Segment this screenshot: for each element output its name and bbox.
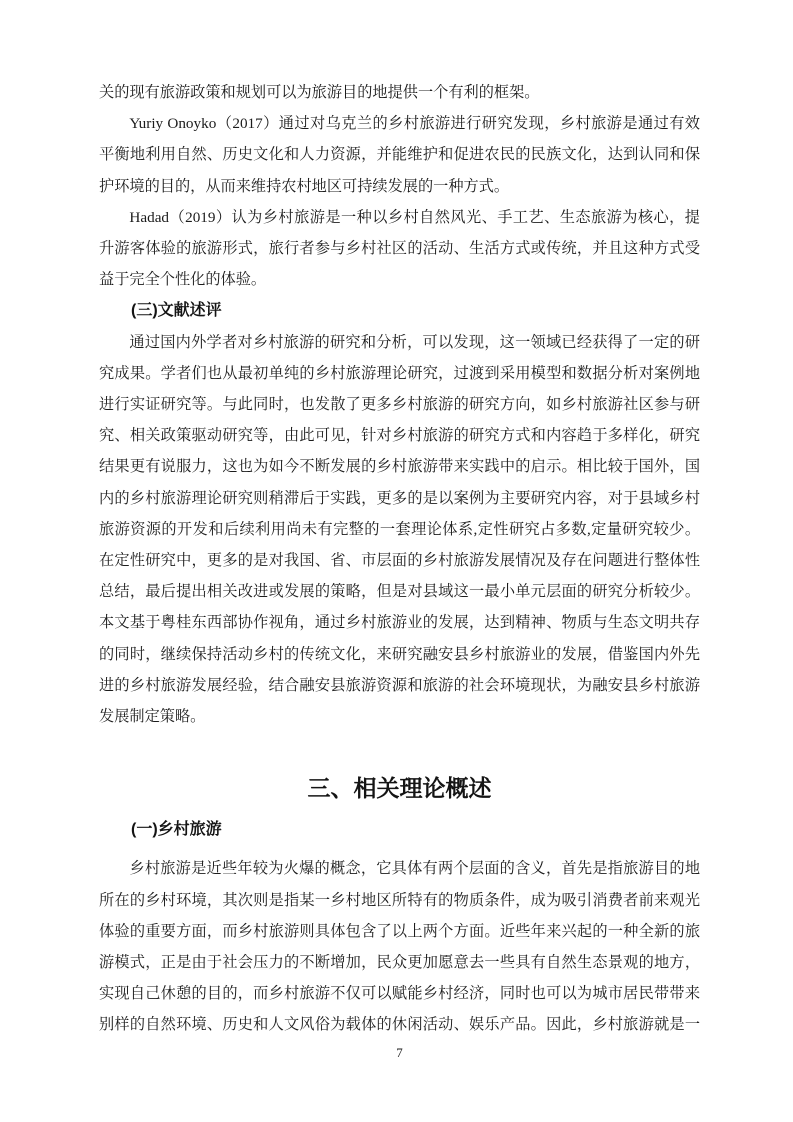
text-line: 结果更有说服力，这也为如今不断发展的乡村旅游带来实践中的启示。相比较于国外，国 xyxy=(99,458,700,476)
chapter-heading: 三、相关理论概述 xyxy=(307,775,492,802)
text-line: 通过国内外学者对乡村旅游的研究和分析，可以发现，这一领域已经获得了一定的研 xyxy=(129,333,700,351)
text-line: 升游客体验的旅游形式，旅行者参与乡村社区的活动、生活方式或传统，并且这种方式受 xyxy=(99,240,700,258)
text-line: 护环境的目的，从而来维持农村地区可持续发展的一种方式。 xyxy=(99,177,510,195)
page-content xyxy=(99,0,700,1063)
subsection-heading-literature-review: (三)文献述评 xyxy=(131,302,222,320)
text-line: 的同时，继续保持活动乡村的传统文化，来研究融安县乡村旅游业的发展，借鉴国内外先 xyxy=(99,645,700,663)
text-line: 乡村旅游是近些年较为火爆的概念，它具体有两个层面的含义，首先是指旅游目的地 xyxy=(129,860,700,878)
text-line: 游模式，正是由于社会压力的不断增加，民众更加愿意去一些具有自然生态景观的地方， xyxy=(99,954,700,972)
text-line: 发展制定策略。 xyxy=(99,708,206,726)
text-line: Hadad（2019）认为乡村旅游是一种以乡村自然风光、手工艺、生态旅游为核心，提 xyxy=(129,208,700,226)
text-line: 实现自己休憩的目的，而乡村旅游不仅可以赋能乡村经济，同时也可以为城市居民带带来 xyxy=(99,985,700,1003)
text-line: 旅游资源的开发和后续利用尚未有完整的一套理论体系,定性研究占多数,定量研究较少。 xyxy=(99,520,700,538)
subsection-heading-rural-tourism: (一)乡村旅游 xyxy=(131,821,222,839)
text-line: 本文基于粤桂东西部协作视角，通过乡村旅游业的发展，达到精神、物质与生态文明共存 xyxy=(99,614,700,632)
text-line: 究、相关政策驱动研究等，由此可见，针对乡村旅游的研究方式和内容趋于多样化，研究 xyxy=(99,427,700,445)
page-number: 7 xyxy=(396,1044,403,1060)
text-line: 别样的自然环境、历史和人文风俗为载体的休闲活动、娱乐产品。因此，乡村旅游就是一 xyxy=(99,1016,700,1034)
text-line: Yuriy Onoyko（2017）通过对乌克兰的乡村旅游进行研究发现，乡村旅游是通过有效 xyxy=(129,115,700,133)
text-line: 在定性研究中，更多的是对我国、省、市层面的乡村旅游发展情况及存在问题进行整体性 xyxy=(99,552,700,570)
text-line: 究成果。学者们也从最初单纯的乡村旅游理论研究，过渡到采用模型和数据分析对案例地 xyxy=(99,364,700,382)
text-line: 体验的重要方面，而乡村旅游则具体包含了以上两个方面。近些年来兴起的一种全新的旅 xyxy=(99,922,700,940)
text-line: 总结，最后提出相关改进或发展的策略，但是对县域这一最小单元层面的研究分析较少。 xyxy=(99,583,700,601)
text-line: 益于完全个性化的体验。 xyxy=(99,271,267,289)
text-line: 进的乡村旅游发展经验，结合融安县旅游资源和旅游的社会环境现状，为融安县乡村旅游 xyxy=(99,676,700,694)
text-line: 内的乡村旅游理论研究则稍滞后于实践，更多的是以案例为主要研究内容，对于县域乡村 xyxy=(99,489,700,507)
text-line: 所在的乡村环境，其次则是指某一乡村地区所特有的物质条件，成为吸引消费者前来观光 xyxy=(99,891,700,909)
text-line: 进行实证研究等。与此同时，也发散了更多乡村旅游的研究方向，如乡村旅游社区参与研 xyxy=(99,396,700,414)
text-line: 关的现有旅游政策和规划可以为旅游目的地提供一个有利的框架。 xyxy=(99,84,540,101)
text-line: 平衡地利用自然、历史文化和人力资源，并能维护和促进农民的民族文化，达到认同和保 xyxy=(99,146,700,164)
